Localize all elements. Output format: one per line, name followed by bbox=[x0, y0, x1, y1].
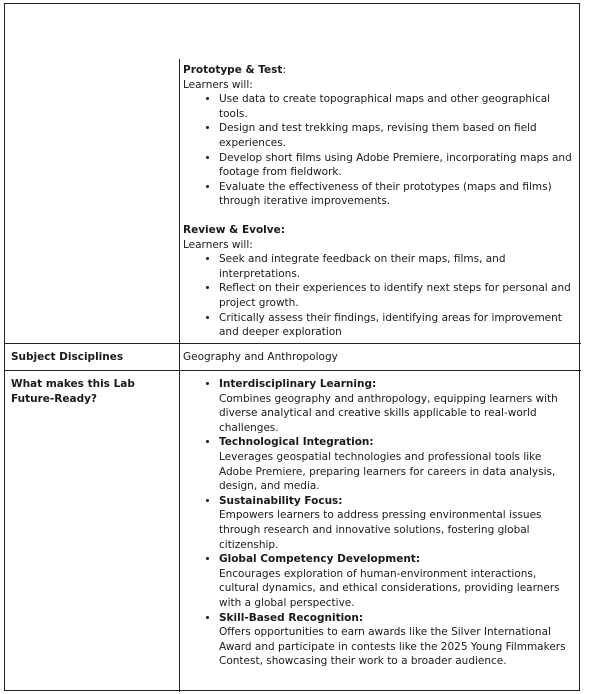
list-item: • Evaluate the effectiveness of their prototypes (maps and films) through iterative improvements. bbox=[219, 180, 577, 209]
list-item bbox=[219, 611, 577, 669]
prototype-section bbox=[183, 63, 577, 209]
item-text: Combines geography and anthropology, equipping learners with diverse analytical and creative skills applicable to real-world challenges. bbox=[219, 392, 558, 434]
document-table bbox=[4, 3, 580, 691]
item-title: • Interdisciplinary Learning: bbox=[219, 378, 377, 390]
review-heading: Review & Evolve: bbox=[183, 223, 285, 236]
subject-label: Subject Disciplines bbox=[11, 351, 124, 363]
prototype-intro: Learners will: bbox=[183, 78, 253, 91]
item-text: Empowers learners to address pressing environmental issues through research and innovative solutions, fostering global citizenship. bbox=[219, 509, 542, 551]
review-intro: Learners will: bbox=[183, 238, 253, 251]
column-divider bbox=[179, 59, 180, 692]
list-item: • Use data to create topographical maps and other geographical tools. bbox=[219, 92, 577, 121]
list-item: • Develop short films using Adobe Premiere, incorporating maps and footage from fieldwork. bbox=[219, 151, 577, 180]
prototype-heading-suffix: : bbox=[282, 64, 286, 76]
row-divider bbox=[5, 370, 581, 371]
list-item: • Critically assess their findings, identifying areas for improvement and deeper exploration bbox=[219, 311, 577, 340]
item-title: • Skill-Based Recognition: bbox=[219, 611, 364, 624]
prototype-list bbox=[183, 92, 577, 209]
item-title: • Sustainability Focus: bbox=[219, 494, 343, 507]
review-section bbox=[183, 223, 577, 340]
future-ready-label: What makes this Lab Future-Ready? bbox=[11, 378, 135, 405]
item-title: • Technological Integration: bbox=[219, 436, 374, 449]
item-title: • Global Competency Development: bbox=[219, 553, 421, 566]
list-item bbox=[219, 435, 577, 493]
subject-value: Geography and Anthropology bbox=[183, 351, 338, 363]
list-item bbox=[219, 552, 577, 610]
review-list bbox=[183, 252, 577, 340]
row-divider bbox=[5, 343, 581, 344]
item-text: Leverages geospatial technologies and professional tools like Adobe Premiere, preparing learners for careers in data analysis, design, and media. bbox=[219, 450, 556, 493]
future-ready-list bbox=[183, 377, 577, 669]
prototype-heading: Prototype & Test bbox=[183, 64, 283, 76]
process-cell bbox=[183, 63, 577, 340]
list-item: • Seek and integrate feedback on their maps, films, and interpretations. bbox=[219, 252, 577, 281]
prototype-heading-line bbox=[183, 63, 577, 78]
item-text: Offers opportunities to earn awards like the Silver International Award and participate in contests like the 2025 Young Filmmakers Contest, showcasing their work to a broader audience. bbox=[219, 626, 566, 668]
future-ready-cell bbox=[183, 377, 577, 669]
spacer bbox=[183, 209, 577, 223]
item-text: Encourages exploration of human-environment interactions, cultural dynamics, and ethical considerations, providing learners with a global perspective. bbox=[219, 567, 560, 609]
list-item: • Reflect on their experiences to identify next steps for personal and project growth. bbox=[219, 281, 577, 310]
list-item bbox=[219, 377, 577, 435]
list-item: • Design and test trekking maps, revising them based on field experiences. bbox=[219, 121, 577, 150]
list-item bbox=[219, 494, 577, 552]
